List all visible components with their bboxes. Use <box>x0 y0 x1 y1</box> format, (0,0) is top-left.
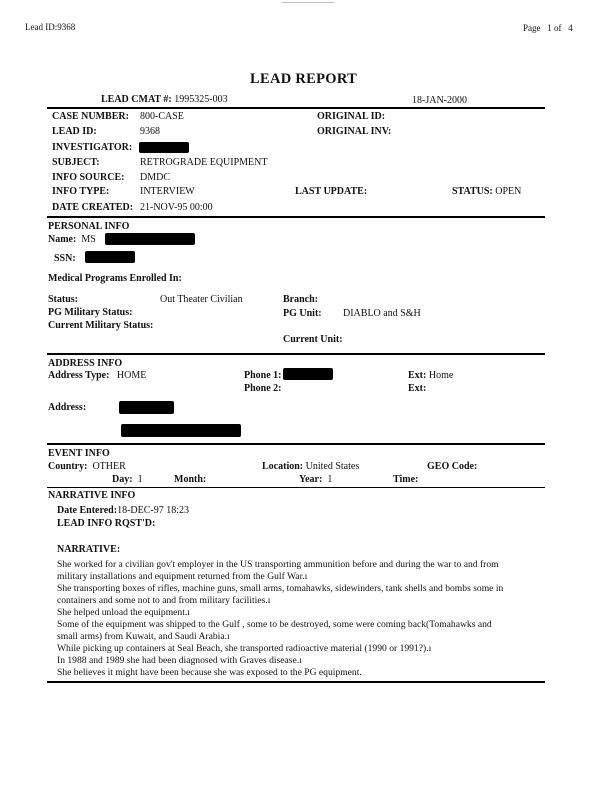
investigator-label: INVESTIGATOR: <box>52 142 133 153</box>
day-label: Day: <box>112 474 133 485</box>
page-total: 4 <box>568 23 573 33</box>
location-row <box>262 461 359 472</box>
page-of: of <box>554 23 562 33</box>
pg-unit-label: PG Unit: <box>283 308 322 319</box>
status-value-personal: Out Theater Civilian <box>160 294 243 305</box>
lead-id-value: 9368 <box>140 126 160 137</box>
geo-code-label: GEO Code: <box>427 461 478 472</box>
ext2-label: Ext: <box>408 383 427 394</box>
day-row <box>112 474 143 485</box>
page-indicator <box>523 23 573 33</box>
address-type-value: HOME <box>116 370 147 381</box>
status-value: OPEN <box>495 186 522 197</box>
narrative-line: While picking up containers at Seal Beach, she transported radioactive material (1990 or 1991?).ı <box>57 643 432 654</box>
name-prefix: MS <box>81 234 96 245</box>
narrative-line: She helped unload the equipment.ı <box>57 607 190 618</box>
date-entered-label: Date Entered: <box>57 505 118 516</box>
narrative-line: She transporting boxes of rifles, machine guns, small arms, tomahawks, sidewinders, tank shells and bombs some in <box>57 583 504 594</box>
time-label: Time: <box>393 474 419 485</box>
name-label: Name: <box>48 234 77 245</box>
scan-mark <box>282 2 334 3</box>
original-inv-label: ORIGINAL INV: <box>317 126 392 137</box>
date-entered-value: 18-DEC-97 18:23 <box>117 505 190 516</box>
narrative-line: Some of the equipment was shipped to the Gulf , some to be destroyed, some were coming back(Tomahawks and <box>57 619 492 630</box>
ssn-label: SSN: <box>54 253 76 264</box>
date-entered-row <box>57 505 189 516</box>
original-id-label: ORIGINAL ID: <box>317 111 386 122</box>
personal-info-heading: PERSONAL INFO <box>48 221 130 232</box>
info-type-label: INFO TYPE: <box>52 186 110 197</box>
medical-programs-label: Medical Programs Enrolled In: <box>48 273 182 284</box>
country-value: OTHER <box>92 461 126 472</box>
info-source-value: DMDC <box>140 172 171 183</box>
narrative-line: In 1988 and 1989 she had been diagnosed with Graves disease.ı <box>57 655 302 666</box>
narrative-line: military installations and equipment returned from the Gulf War.ı <box>57 571 308 582</box>
report-date: 18-JAN-2000 <box>412 95 467 106</box>
address-label: Address: <box>48 402 87 413</box>
divider <box>47 681 545 683</box>
divider <box>47 216 545 218</box>
phone1-label: Phone 1: <box>244 370 282 381</box>
current-military-status-label: Current Military Status: <box>48 320 154 331</box>
divider <box>47 443 545 445</box>
lead-info-rqstd-label: LEAD INFO RQST'D: <box>57 518 156 529</box>
narrative-label: NARRATIVE: <box>57 544 121 555</box>
status-label: STATUS: <box>452 186 493 197</box>
redaction-bar <box>105 233 195 245</box>
year-row <box>299 474 332 485</box>
redaction-bar <box>283 368 333 380</box>
narrative-info-heading: NARRATIVE INFO <box>48 490 136 501</box>
day-value: 1 <box>137 474 143 485</box>
divider <box>47 487 545 488</box>
date-created-label: DATE CREATED: <box>52 202 134 213</box>
address-type-row <box>48 370 146 381</box>
narrative-line: She believes it might have been because she was exposed to the PG equipment. <box>57 667 362 678</box>
info-type-value: INTERVIEW <box>140 186 195 197</box>
branch-label: Branch: <box>283 294 318 305</box>
status-label-personal: Status: <box>48 294 79 305</box>
pg-unit-value: DIABLO and S&H <box>343 308 421 319</box>
case-number-value: 800-CASE <box>140 111 184 122</box>
ext1-label: Ext: <box>408 370 427 381</box>
phone2-label: Phone 2: <box>244 383 282 394</box>
ext1-value: Home <box>428 370 454 381</box>
event-info-heading: EVENT INFO <box>48 448 110 459</box>
redaction-bar <box>121 424 241 437</box>
page-label: Page <box>523 23 541 33</box>
cmat-value: 1995325-003 <box>174 94 228 105</box>
status-field <box>452 186 521 197</box>
cmat-row <box>101 94 228 105</box>
redaction-bar <box>139 142 189 153</box>
country-row <box>48 461 126 472</box>
page-number: 1 <box>547 23 552 33</box>
subject-value: RETROGRADE EQUIPMENT <box>140 157 268 168</box>
address-type-label: Address Type: <box>48 370 110 381</box>
month-label: Month: <box>174 474 207 485</box>
narrative-line: She worked for a civilian gov't employer in the US transporting ammunition before and during the war to and from <box>57 559 499 570</box>
lead-id-label: LEAD ID: <box>52 126 97 137</box>
year-label: Year: <box>299 474 323 485</box>
divider <box>47 353 545 355</box>
subject-label: SUBJECT: <box>52 157 100 168</box>
country-label: Country: <box>48 461 88 472</box>
current-unit-label: Current Unit: <box>283 334 343 345</box>
case-number-label: CASE NUMBER: <box>52 111 129 122</box>
header-lead-id: Lead ID:9368 <box>25 22 76 32</box>
address-info-heading: ADDRESS INFO <box>48 358 123 369</box>
redaction-bar <box>85 251 135 263</box>
ext1-row <box>408 370 453 381</box>
date-created-value: 21-NOV-95 00:00 <box>140 202 213 213</box>
cmat-label: LEAD CMAT #: <box>101 94 172 105</box>
report-title: LEAD REPORT <box>250 71 358 87</box>
divider <box>47 107 545 109</box>
pg-military-status-label: PG Military Status: <box>48 307 133 318</box>
info-source-label: INFO SOURCE: <box>52 172 125 183</box>
last-update-label: LAST UPDATE: <box>295 186 368 197</box>
narrative-line: containers and some not to and from military facilities.ı <box>57 595 271 606</box>
location-value: United States <box>305 461 360 472</box>
narrative-line: small arms) from Kuwait, and Saudi Arabia.ı <box>57 631 230 642</box>
year-value: 1 <box>327 474 333 485</box>
name-row <box>48 234 96 245</box>
location-label: Location: <box>262 461 304 472</box>
redaction-bar <box>119 401 174 414</box>
